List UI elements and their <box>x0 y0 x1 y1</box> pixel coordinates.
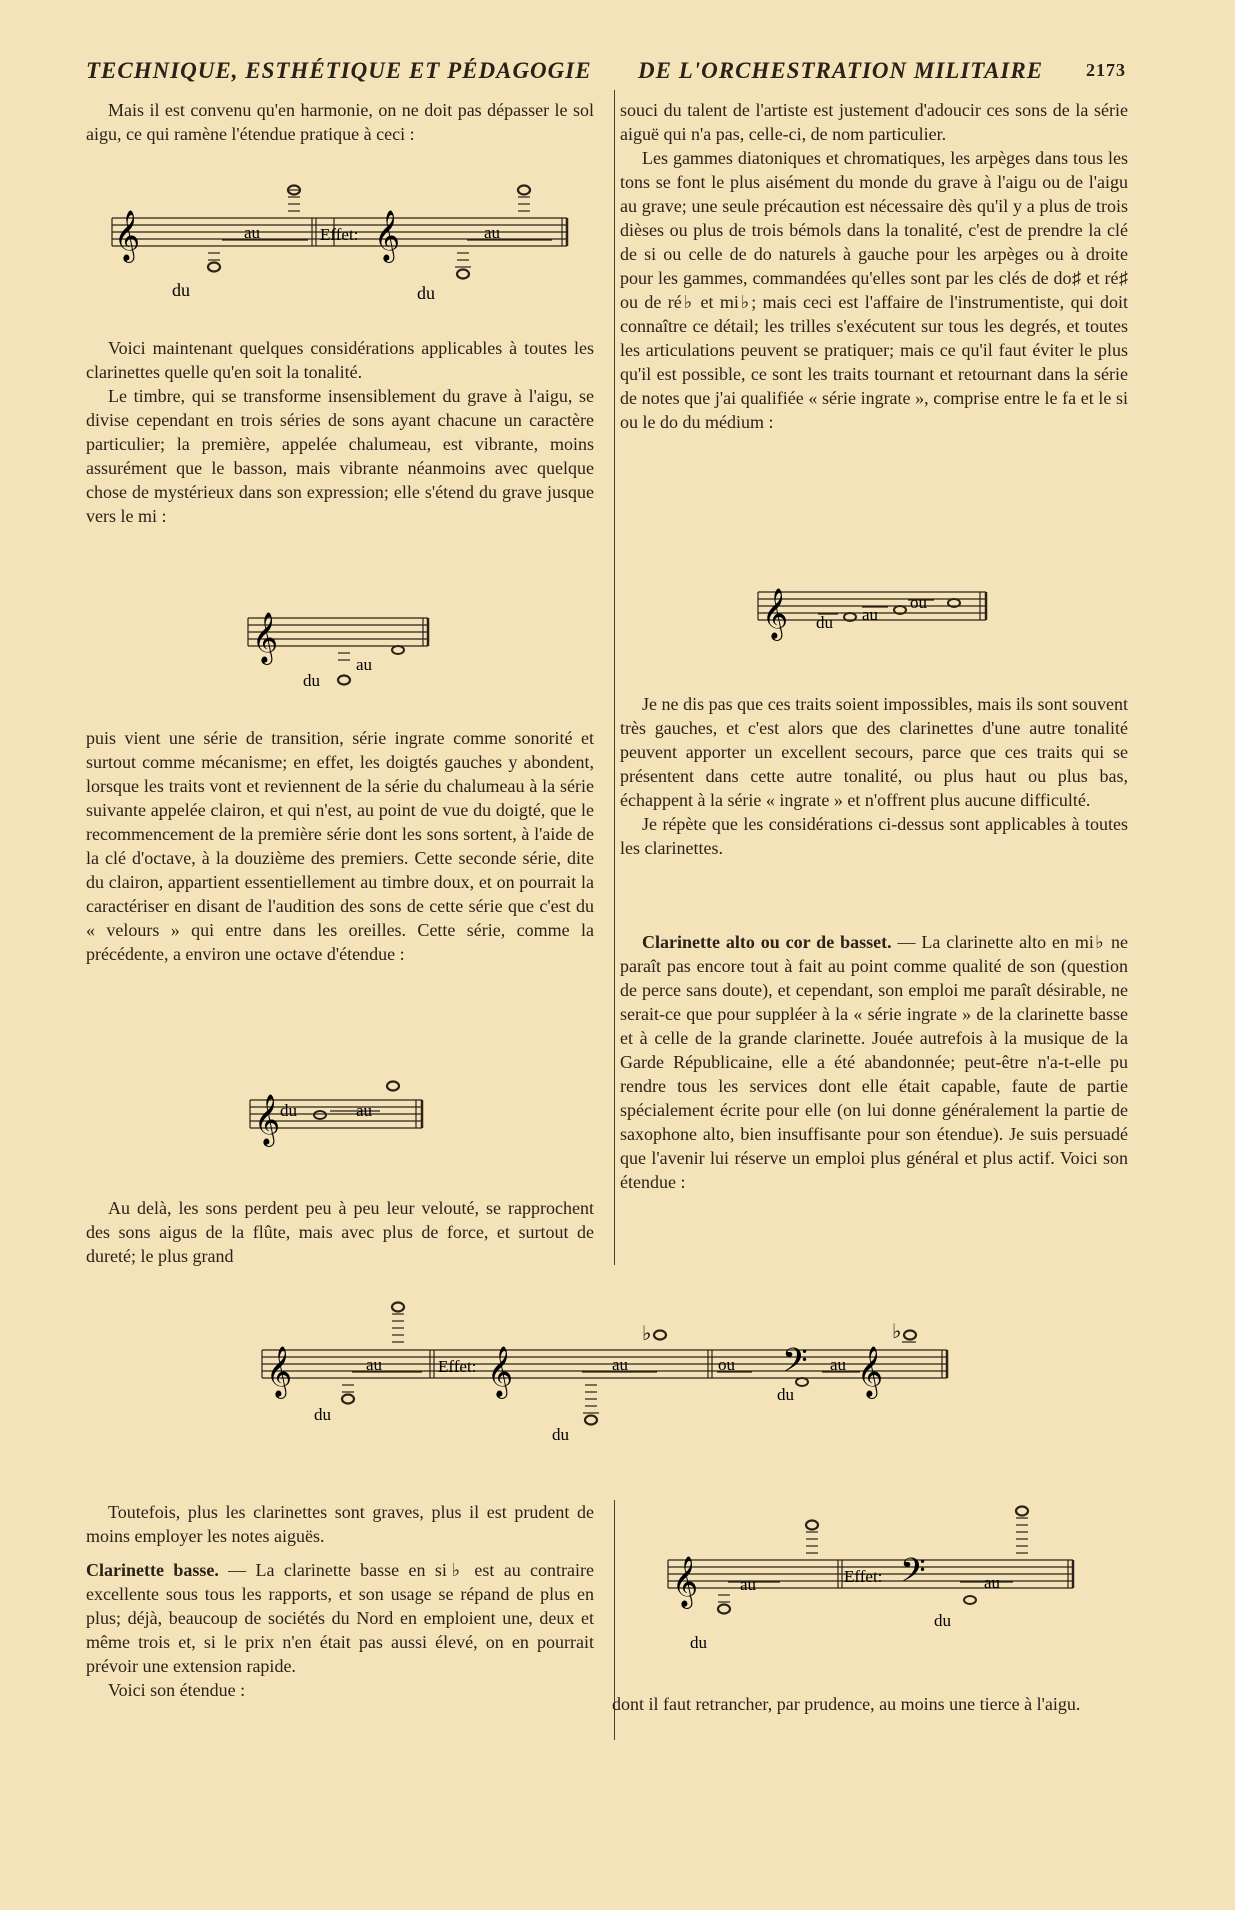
left-paragraph-3: Le timbre, qui se transforme insensiblement du grave à l'aigu, se divise cependant en trois séries de sons ayant chacune un caractère particulier; la première, appelée chalumeau, est vibrante, moins assurément que le basson, mais vibrante néanmoins avec quelque chose de mystérieux dans son expression; elle s'étend du grave jusque vers le mi : <box>86 386 594 526</box>
header-right-title: DE L'ORCHESTRATION MILITAIRE <box>638 58 1044 83</box>
left-paragraph-1: Mais il est convenu qu'en harmonie, on ne doit pas dépasser le sol aigu, ce qui ramène l'étendue pratique à ceci : <box>86 100 594 144</box>
treble-clef-icon: 𝄞 <box>762 589 789 638</box>
effet-label: Effet: <box>844 1567 883 1586</box>
du-label: du <box>690 1633 707 1652</box>
bottom-right-paragraph-1: dont il faut retrancher, par prudence, au moins une tierce à l'aigu. <box>612 1694 1081 1714</box>
right-paragraph-4: Je répète que les considérations ci-dessus sont applicables à toutes les clarinettes. <box>620 814 1128 858</box>
du-label: du <box>552 1425 569 1444</box>
music-example-serie-ingrate <box>758 572 988 652</box>
bass-clef-icon: 𝄢 <box>900 1552 926 1597</box>
au-label: au <box>244 223 261 242</box>
section-heading-basse: Clarinette basse. <box>86 1560 219 1580</box>
bass-clef-icon: 𝄢 <box>782 1342 808 1387</box>
header-left-title: TECHNIQUE, ESTHÉTIQUE ET PÉDAGOGIE <box>86 58 592 83</box>
effet-label: Effet: <box>438 1357 477 1376</box>
au-label: au <box>984 1573 1001 1592</box>
du-label: du <box>172 280 190 300</box>
bottom-left-paragraph-1: Toutefois, plus les clarinettes sont graves, plus il est prudent de moins employer les notes aiguës. <box>86 1502 594 1546</box>
treble-clef-icon: 𝄞 <box>254 1095 281 1144</box>
ou-label: ou <box>718 1355 735 1374</box>
au-label: au <box>356 655 373 674</box>
treble-clef-icon: 𝄞 <box>266 1347 293 1396</box>
right-paragraph-5: — La clarinette alto en mi♭ ne paraît pas encore tout à fait au point comme qualité de son (question de perce sans doute), et cependant, son emploi me paraît désirable, ne serait-ce que pour suppléer à la « série ingrate » de la clarinette basse et à celle de la grande clarinette. Jouée autrefois à la musique de la Garde Républicaine, elle a été abandonnée; peut-être n'a-t-elle pu rendre tous les services dont elle était capable, faute de partie spécialement écrite pour elle (on lui donne généralement la partie de saxophone alto, bien insuffisante pour son étendue). Je suis persuadé que l'avenir lui réserve un emploi plus général et plus actif. Voici son étendue : <box>620 932 1129 1192</box>
treble-clef-icon: 𝄞 <box>487 1347 514 1396</box>
left-paragraph-2: Voici maintenant quelques considérations applicables à toutes les clarinettes quelle qu'en soit la tonalité. <box>86 338 594 382</box>
music-example-range-effet <box>112 180 572 310</box>
bottom-left-block <box>86 1500 594 1702</box>
treble-clef-icon: 𝄞 <box>857 1347 884 1396</box>
au-label: au <box>862 605 879 624</box>
music-example-chalumeau <box>248 594 448 694</box>
music-example-clarinette-basse <box>668 1508 1078 1658</box>
au-label: au <box>366 1355 383 1374</box>
flat-sign: ♭ <box>892 1321 902 1343</box>
page-number: 2173 <box>1086 60 1126 80</box>
right-para-3-block <box>620 692 1128 860</box>
section-heading-alto: Clarinette alto ou cor de basset. <box>642 932 892 952</box>
left-para-5-block <box>86 1196 594 1268</box>
right-paragraph-2: Les gammes diatoniques et chromatiques, les arpèges dans tous les tons se font le plus aisément du monde du grave à l'aigu ou de l'aigu au grave; une seule précaution est nécessaire dès qu'il y a plus de trois dièses ou plus de trois bémols dans la tonalité, c'est de prendre la clé de si ou celle de do naturels à gauche pour les arpèges ou à droite pour les gammes, commandées qu'elles sont par les clés de do♯ et ré♯ ou de ré♭ et mi♭; mais ceci est l'affaire de l'instrumentiste, qui doit connaître ce détail; les trilles s'exécutent sur tous les degrés, et toutes les articulations peuvent se pratiquer; mais ce qu'il faut éviter le plus qu'il est possible, ce sont les traits tournant et retournant dans la série de notes que j'ai qualifiée « série ingrate », comprise entre le fa et le si ou le do du médium : <box>620 148 1128 432</box>
left-para-1-block <box>86 98 594 146</box>
au-label: au <box>356 1101 373 1120</box>
flat-sign: ♭ <box>642 1323 652 1345</box>
left-paragraph-4: puis vient une série de transition, série ingrate comme sonorité et surtout comme mécanisme; en effet, les doigtés gauches y abondent, lorsque les traits vont et reviennent de la série du chalumeau à la série suivante appelée clairon, et qui n'est, au point de vue du doigté, que le recommencement de la première série dont les sons sortent, à l'aide de la clé d'octave, à la douzième des premiers. Cette seconde série, dite du clairon, appartient essentiellement au timbre doux, et on pourrait la caractériser en disant de l'audition des sons de cette série que c'est du « velours » qui entre dans les oreilles. Cette série, comme la précédente, a environ une octave d'étendue : <box>86 728 594 964</box>
bottom-left-paragraph-2: — La clarinette basse en si♭ est au contraire excellente sous tous les rapports, et son usage se répand de plus en plus; déjà, beaucoup de sociétés du Nord en emploient une, deux et même trois et, si le prix n'en était pas aussi élevé, on en pourrait prévoir une extension rapide. <box>86 1560 594 1676</box>
du-label: du <box>816 613 833 632</box>
right-para-1-block <box>620 98 1128 434</box>
left-para-4-block <box>86 726 594 966</box>
du-label: du <box>303 671 320 690</box>
du-label: du <box>777 1385 794 1404</box>
bottom-left-paragraph-3: Voici son étendue : <box>108 1680 246 1700</box>
au-label: au <box>484 223 501 242</box>
du-label: du <box>417 283 435 303</box>
au-label: au <box>830 1355 847 1374</box>
bottom-right-block <box>612 1692 1124 1716</box>
treble-clef-icon: 𝄞 <box>672 1557 699 1606</box>
right-paragraph-3: Je ne dis pas que ces traits soient impossibles, mais ils sont souvent très gauches, et c'est alors que des clarinettes d'une autre tonalité peuvent apporter un excellent secours, parce que ces traits qui se présentent dans cette autre tonalité, ou plus haut ou plus bas, échappent à la série « ingrate » et n'offrent plus aucune difficulté. <box>620 694 1128 810</box>
music-example-clairon <box>250 1080 430 1150</box>
treble-clef-icon: 𝄞 <box>252 613 279 662</box>
du-label: du <box>314 1405 331 1424</box>
au-label: au <box>612 1355 629 1374</box>
ou-label: ou <box>910 593 927 612</box>
left-paragraph-5: Au delà, les sons perdent peu à peu leur velouté, se rapprochent des sons aigus de la flûte, mais avec plus de force, et surtout de dureté; le plus grand <box>86 1198 594 1266</box>
effet-label: Effet: <box>320 225 359 244</box>
du-label: du <box>280 1101 297 1120</box>
music-example-clarinette-alto <box>262 1300 962 1450</box>
treble-clef-icon: 𝄞 <box>114 211 141 260</box>
treble-clef-icon: 𝄞 <box>374 211 401 260</box>
running-header <box>86 58 1126 88</box>
left-para-2-block <box>86 336 594 528</box>
right-para-5-block <box>620 930 1128 1194</box>
au-label: au <box>740 1575 757 1594</box>
right-paragraph-1: souci du talent de l'artiste est justement d'adoucir ces sons de la série aiguë qui n'a pas, celle-ci, de nom particulier. <box>620 100 1128 144</box>
column-divider <box>614 90 615 1265</box>
du-label: du <box>934 1611 951 1630</box>
